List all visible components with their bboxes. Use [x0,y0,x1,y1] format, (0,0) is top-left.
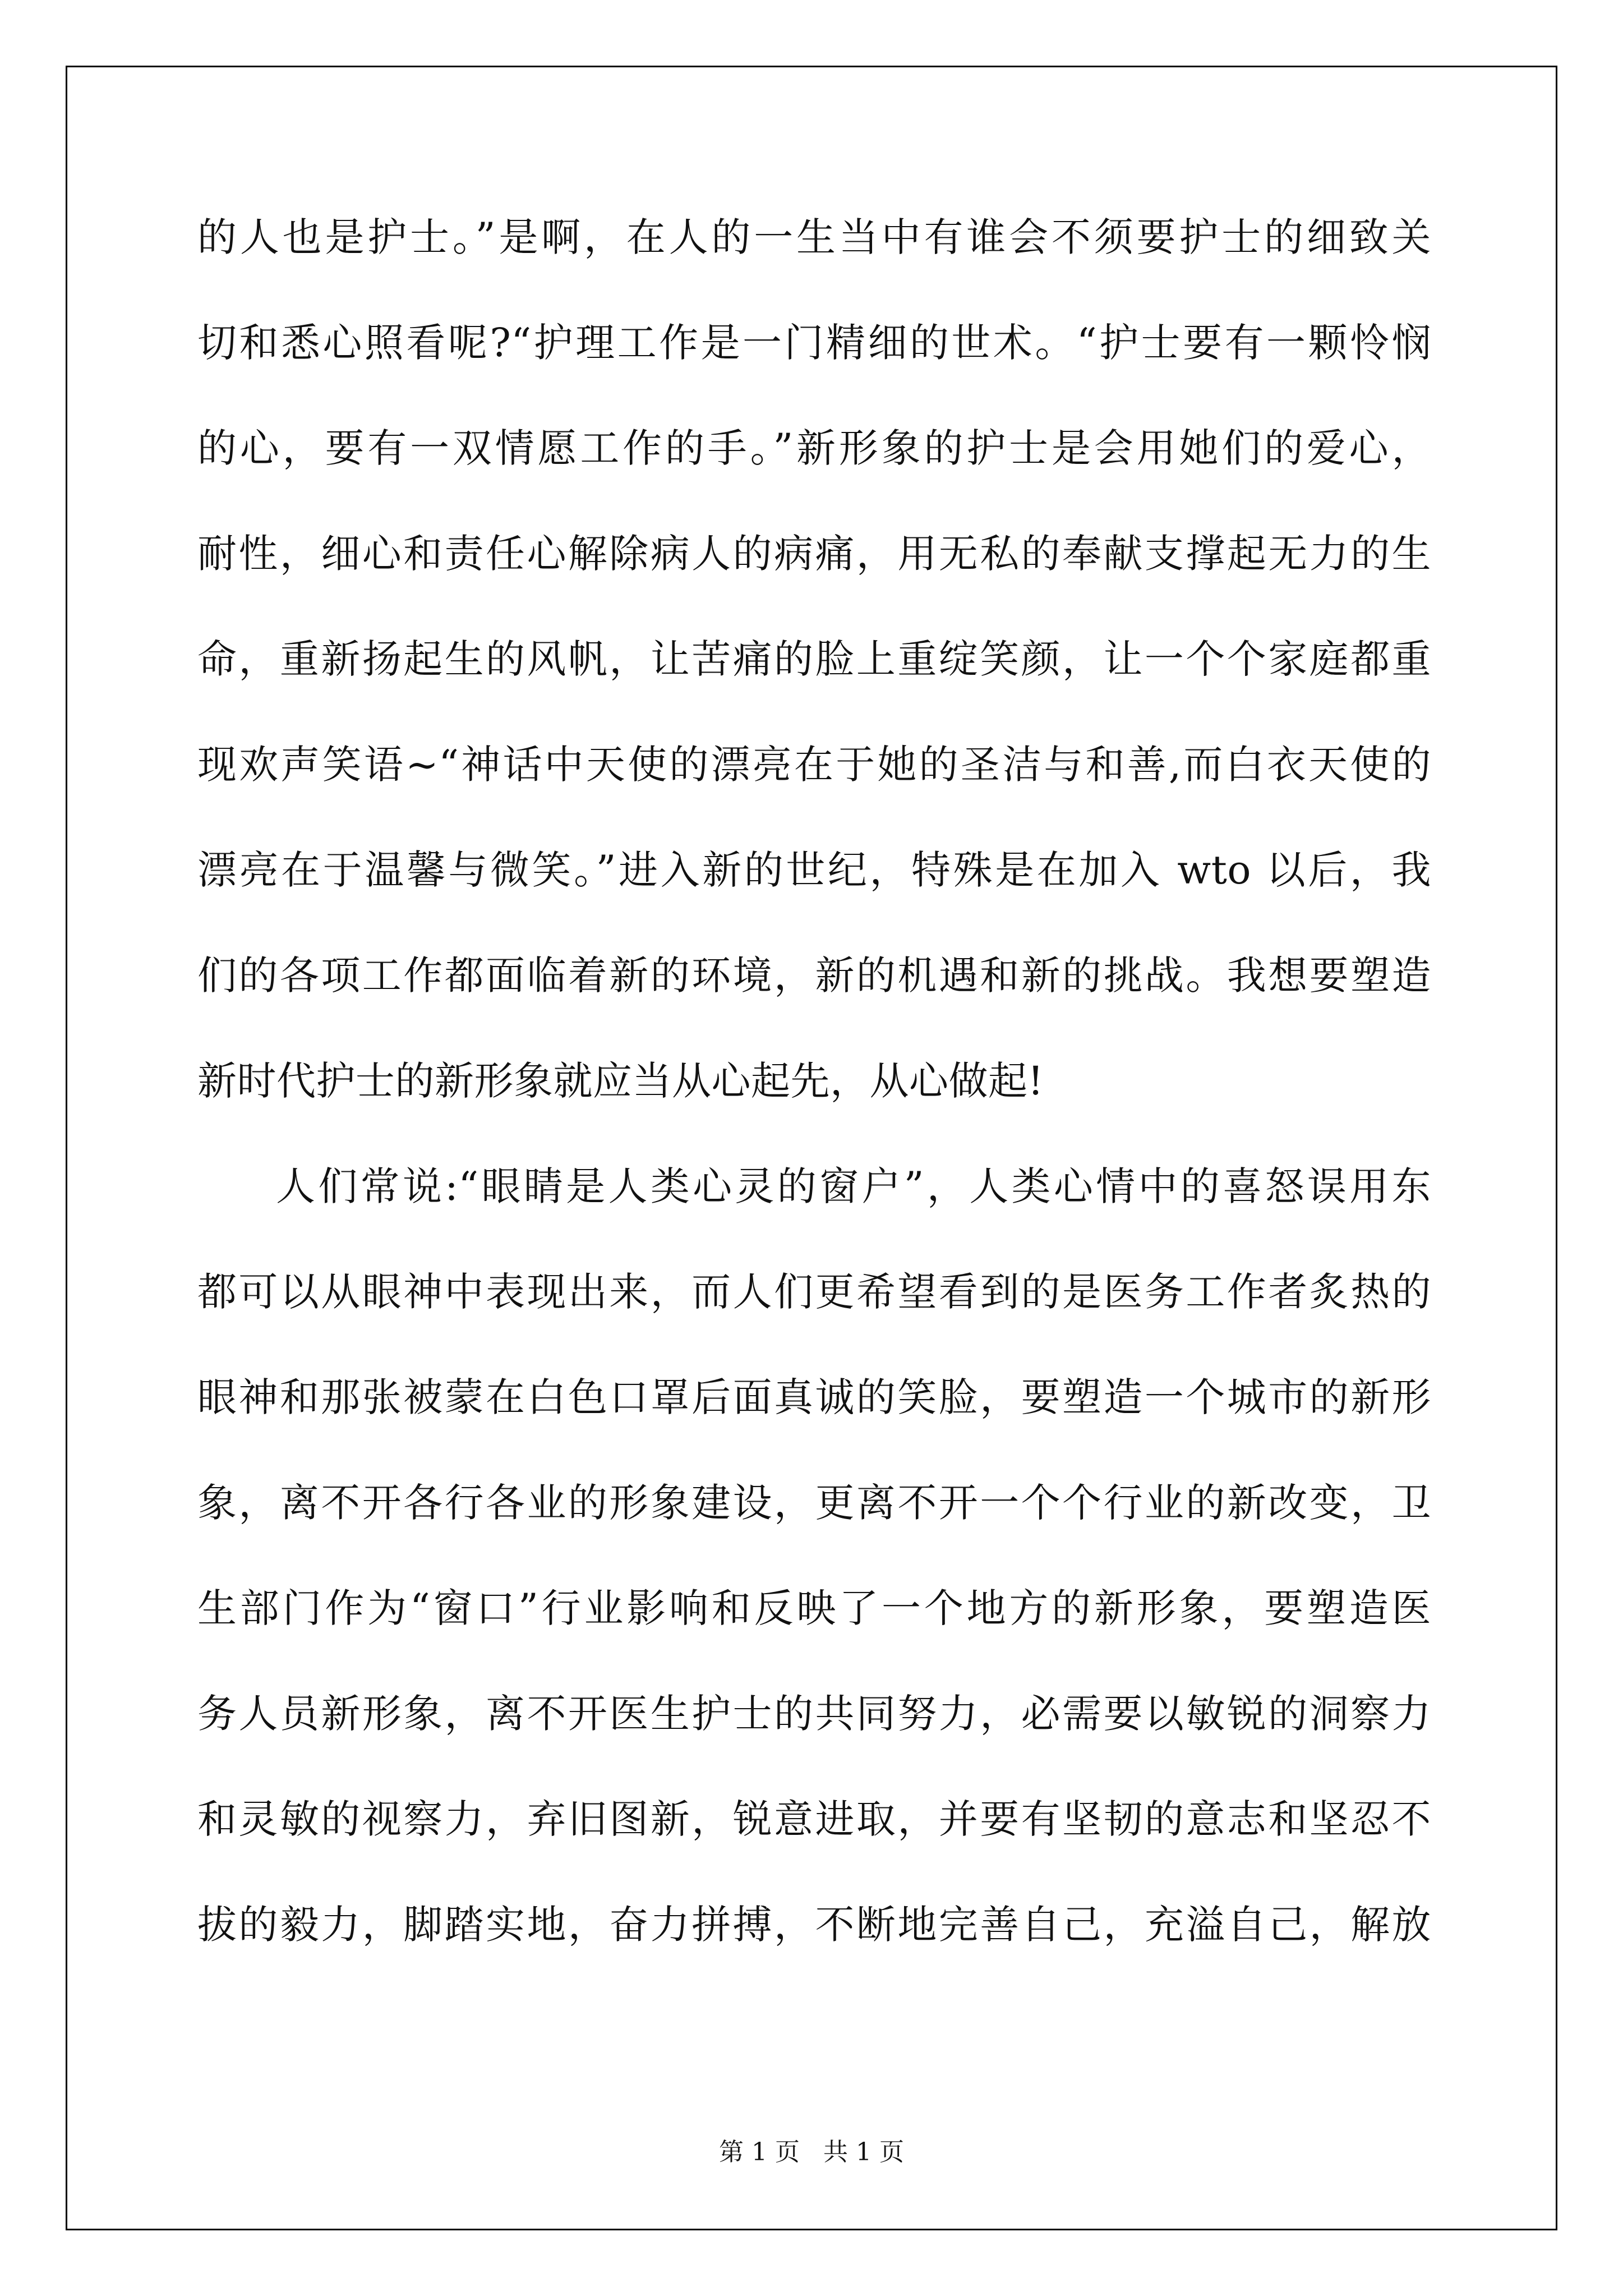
text-line: 象，离不开各行各业的形象建设，更离不开一个个行业的新改变，卫 [197,1480,1431,1526]
text-line: 新时代护士的新形象就应当从心起先，从心做起! [197,1058,1044,1104]
text-line: 现欢声笑语~“神话中天使的漂亮在于她的圣洁与和善,而白衣天使的 [197,742,1431,788]
text-line: 耐性，细心和责任心解除病人的病痛，用无私的奉献支撑起无力的生 [197,531,1431,577]
text-line: 生部门作为“窗口”行业影响和反映了一个地方的新形象，要塑造医 [197,1585,1431,1631]
paragraph-1 [197,211,1431,1107]
text-line: 和灵敏的视察力，弃旧图新，锐意进取，并要有坚韧的意志和坚忍不 [197,1796,1431,1842]
paragraph-2 [197,1160,1431,1951]
text-line: 眼神和那张被蒙在白色口罩后面真诚的笑脸，要塑造一个城市的新形 [197,1374,1431,1420]
text-line: 拔的毅力，脚踏实地，奋力拼搏，不断地完善自己，充溢自己，解放 [197,1902,1431,1948]
text-line: 的人也是护士。”是啊，在人的一生当中有谁会不须要护士的细致关 [197,214,1431,260]
text-line: 都可以从眼神中表现出来，而人们更希望看到的是医务工作者炙热的 [197,1269,1431,1315]
document-body [197,211,1431,2004]
text-line: 的心，要有一双情愿工作的手。”新形象的护士是会用她们的爱心， [197,425,1431,471]
text-line: 漂亮在于温馨与微笑。”进入新的世纪，特殊是在加入 wto 以后，我 [197,847,1431,893]
text-line: 务人员新形象，离不开医生护士的共同努力，必需要以敏锐的洞察力 [197,1691,1431,1737]
page-number-footer: 第 1 页 共 1 页 [719,2138,904,2166]
text-line: 切和悉心照看呢?“护理工作是一门精细的世术。“护士要有一颗怜悯 [197,320,1431,366]
text-line: 人们常说:“眼睛是人类心灵的窗户”，人类心情中的喜怒误用东 [276,1163,1431,1209]
text-line: 命，重新扬起生的风帆，让苦痛的脸上重绽笑颜，让一个个家庭都重 [197,636,1431,682]
text-line: 们的各项工作都面临着新的环境，新的机遇和新的挑战。我想要塑造 [197,953,1431,999]
